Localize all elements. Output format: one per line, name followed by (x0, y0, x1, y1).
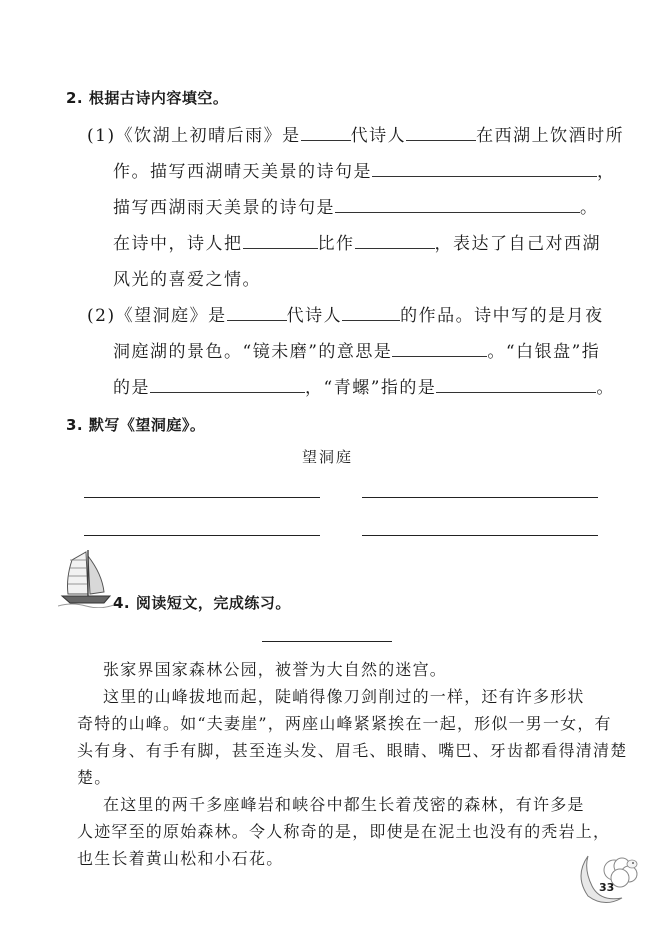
poem-write-line-3[interactable] (84, 535, 320, 536)
question-3-title: 3. 默写《望洞庭》。 (66, 416, 206, 434)
text: 代诗人 (350, 126, 407, 146)
passage-line-3: 奇特的山峰。如“夫妻崖”，两座山峰紧紧挨在一起，形似一男一女，有 (77, 714, 612, 733)
text: 。“白银盘”指 (487, 342, 601, 362)
text: 洞庭湖的景色。“镜未磨”的意思是 (113, 342, 393, 362)
text: 的是 (113, 378, 150, 398)
text: (1)《饮湖上初晴后雨》是 (87, 126, 301, 146)
question-4-title: 4. 阅读短文，完成练习。 (113, 594, 291, 612)
blank-compare-a[interactable] (243, 232, 318, 249)
q2-part2-line2 (113, 337, 600, 362)
blank-rain-verse[interactable] (335, 196, 580, 213)
text: 在西湖上饮酒时所 (476, 126, 625, 146)
blank-poet-2[interactable] (342, 304, 400, 321)
q2-part2-line1 (87, 301, 604, 326)
blank-silver-plate[interactable] (150, 376, 305, 393)
text: 的作品。诗中写的是月夜 (400, 306, 604, 326)
text: 。 (596, 378, 615, 398)
passage-line-8: 也生长着黄山松和小石花。 (77, 849, 284, 868)
q2-part1-line4 (113, 229, 601, 254)
blank-mirror-meaning[interactable] (392, 340, 487, 357)
passage-title-blank[interactable] (262, 641, 392, 642)
text: 在诗中，诗人把 (113, 234, 243, 254)
q2-part1-line2 (113, 157, 616, 182)
q2-part2-line3 (113, 373, 615, 398)
text: ，表达了自己对西湖 (434, 234, 601, 254)
passage-line-1: 张家界国家森林公园，被誉为大自然的迷宫。 (103, 660, 448, 679)
passage-line-6: 在这里的两千多座峰岩和峡谷中都生长着茂密的森林，有许多是 (103, 795, 585, 814)
poem-write-line-4[interactable] (362, 535, 598, 536)
text: 描写西湖雨天美景的诗句是 (113, 198, 335, 218)
poem-write-line-2[interactable] (362, 497, 598, 498)
q2-part1-line3 (113, 193, 599, 218)
blank-sunny-verse[interactable] (372, 160, 597, 177)
question-2-title: 2. 根据古诗内容填空。 (66, 89, 229, 107)
text: ，“青螺”指的是 (305, 378, 437, 398)
blank-dynasty-2[interactable] (227, 304, 287, 321)
text: ， (597, 162, 616, 182)
passage-line-7: 人迹罕至的原始森林。令人称奇的是，即使是在泥土也没有的秃岩上， (77, 822, 611, 841)
text: 。 (580, 198, 599, 218)
poem-title: 望洞庭 (302, 448, 354, 466)
blank-green-snail[interactable] (436, 376, 596, 393)
passage-line-5: 楚。 (77, 768, 112, 787)
passage-line-4: 头有身、有手有脚，甚至连头发、眉毛、眼睛、嘴巴、牙齿都看得清清楚 (77, 741, 628, 760)
blank-dynasty-1[interactable] (301, 124, 351, 141)
text: 比作 (317, 234, 355, 254)
text: 作。描写西湖晴天美景的诗句是 (113, 162, 372, 182)
blank-poet-1[interactable] (406, 124, 476, 141)
poem-write-line-1[interactable] (84, 497, 320, 498)
text: (2)《望洞庭》是 (87, 306, 227, 326)
text: 代诗人 (286, 306, 343, 326)
sailboat-icon (58, 548, 114, 608)
moon-sheep-icon (574, 850, 644, 906)
q2-part1-line1 (87, 121, 624, 146)
passage-line-2: 这里的山峰拔地而起，陡峭得像刀剑削过的一样，还有许多形状 (103, 687, 585, 706)
blank-compare-b[interactable] (355, 232, 435, 249)
page-number: 33 (599, 881, 615, 894)
q2-part1-line5: 风光的喜爱之情。 (113, 270, 261, 290)
